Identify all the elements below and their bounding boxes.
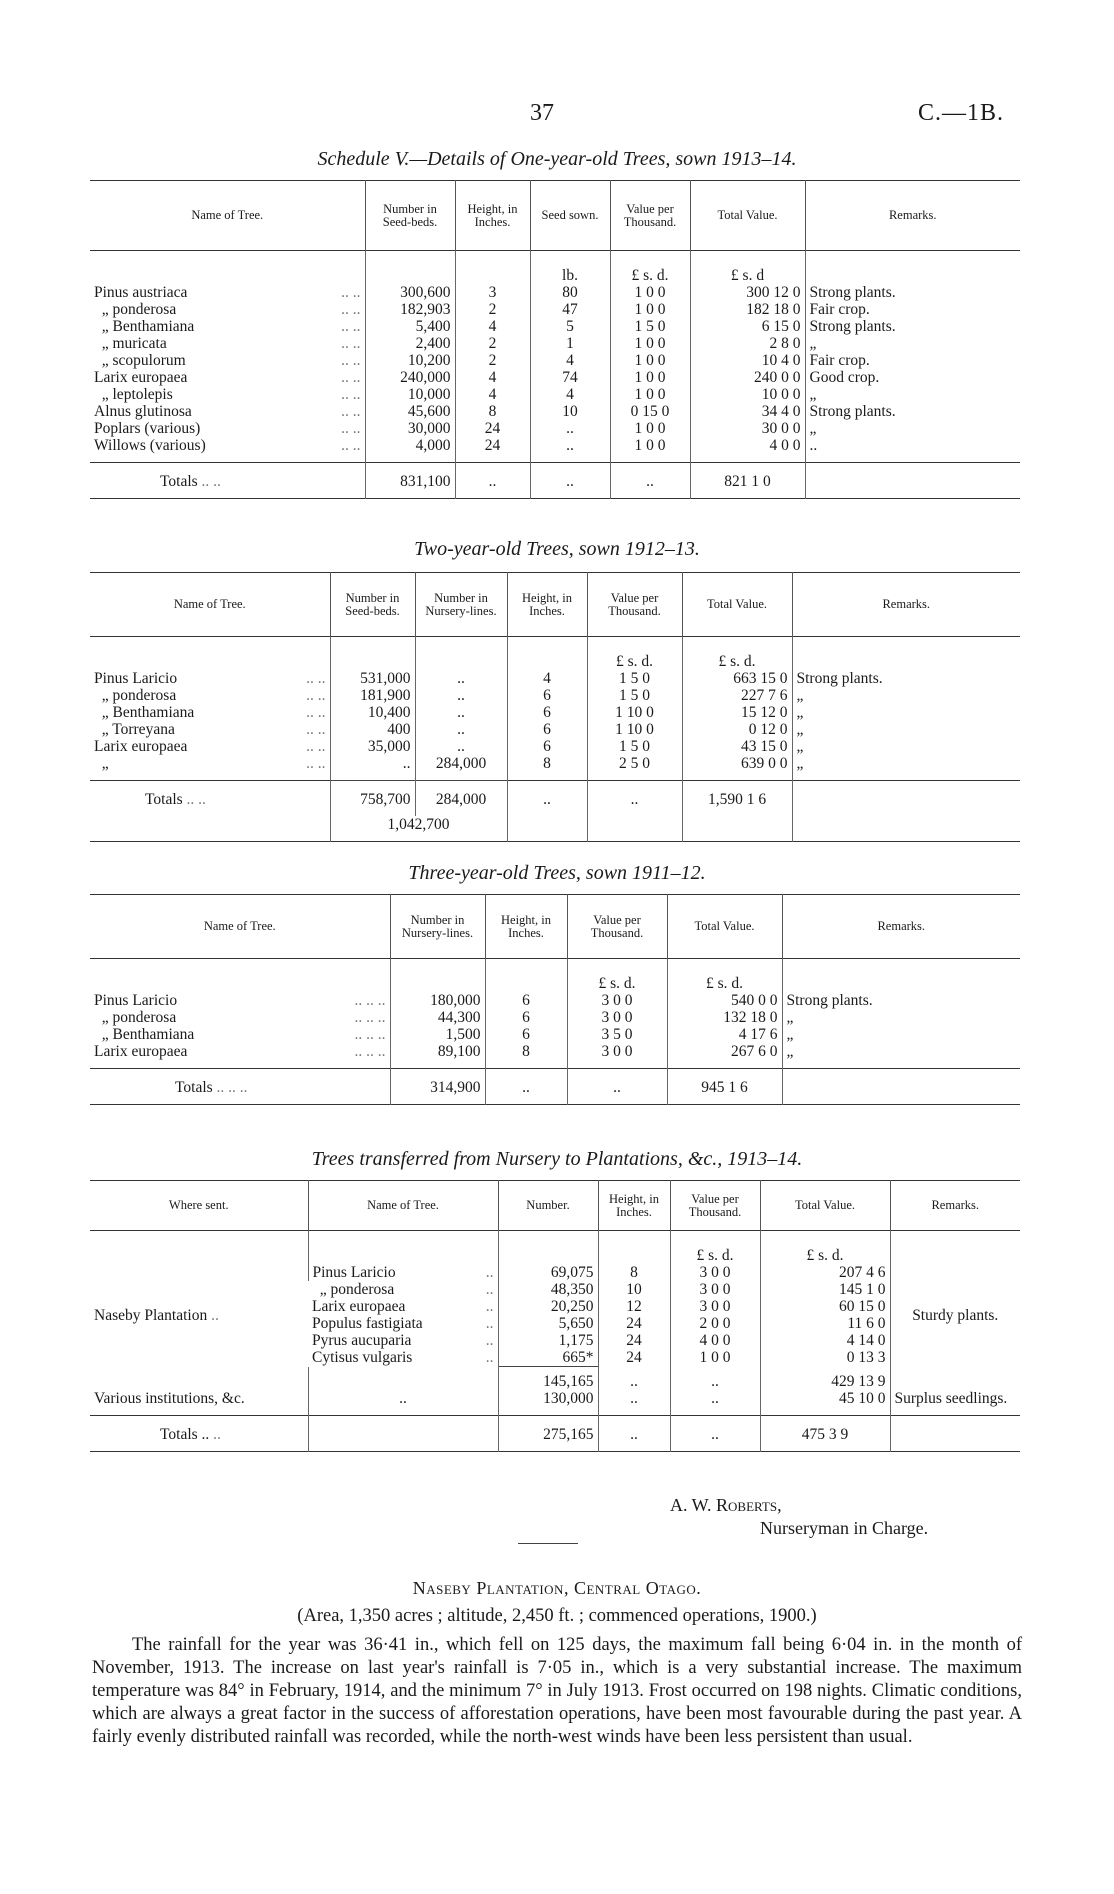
cell: 180,000 xyxy=(390,992,485,1009)
cell: 1 xyxy=(530,335,610,352)
col-header: Value per Thousand. xyxy=(587,573,682,637)
totals-label: Totals xyxy=(160,473,198,490)
cell: .. xyxy=(567,1069,667,1105)
table-row xyxy=(90,1390,1020,1416)
cell: 300 12 0 xyxy=(690,284,805,301)
col-header: Height, in Inches. xyxy=(507,573,587,637)
section-heading: Naseby Plantation, Central Otago. xyxy=(412,1578,702,1598)
cell: 44,300 xyxy=(390,1009,485,1026)
remarks-cell: „ xyxy=(792,704,1020,721)
cell: 43 15 0 xyxy=(682,738,792,755)
cell: .. xyxy=(598,1416,670,1452)
tree-name: Larix europaea .. .. xyxy=(94,369,361,386)
cell: 182 18 0 xyxy=(690,301,805,318)
totals-row: Totals .. .. 758,700 284,000 .. .. 1,590 1 6 xyxy=(90,781,1020,817)
schedule3-body xyxy=(90,959,1020,1069)
tree-name: „ ponderosa .. .. .. xyxy=(94,1009,386,1026)
col-header: Height, in Inches. xyxy=(598,1181,670,1231)
cell: 4 xyxy=(507,670,587,687)
schedule2-totals xyxy=(90,781,1020,842)
remarks-cell: Strong plants. xyxy=(805,284,1020,301)
cell: .. xyxy=(670,1416,760,1452)
page-number: 37 xyxy=(530,100,554,126)
cell: 284,000 xyxy=(415,781,507,817)
signature-title: Nurseryman in Charge. xyxy=(760,1518,929,1538)
cell: 6 xyxy=(507,721,587,738)
table-row xyxy=(90,386,1020,403)
section-paragraph: The rainfall for the year was 36·41 in., which fell on 125 days, the maximum fall being 6·04 in. in the month of November, 1913. The increase on last year's rainfall is 7·05 in., which is a very substantial increase. The maximum temperature was 84° in February, 1914, and the minimum 7° in July 1913. Frost occurred on 198 nights. Climatic conditions, which are always a great factor in the success of afforestation operations, have been most favourable during the past year. A fairly evenly distributed rainfall was recorded, while the north-west winds have been less persistent than usual. xyxy=(92,1635,1022,1747)
cell: 3 0 0 xyxy=(567,1009,667,1026)
schedule4-body xyxy=(90,1231,1020,1416)
tree-name: Pyrus aucuparia .. xyxy=(312,1332,494,1349)
cell: 429 13 9 xyxy=(760,1367,890,1391)
cell: 4 17 6 xyxy=(667,1026,782,1043)
cell: 10,000 xyxy=(365,386,455,403)
remarks-cell: „ xyxy=(805,335,1020,352)
tree-name: Pinus Laricio .. xyxy=(308,1264,498,1281)
remarks-cell: Strong plants. xyxy=(792,670,1020,687)
cell: .. xyxy=(598,1367,670,1391)
cell: 1 0 0 xyxy=(670,1349,760,1367)
cell: 34 4 0 xyxy=(690,403,805,420)
cell: 1 0 0 xyxy=(610,352,690,369)
cell: 4 0 0 xyxy=(670,1332,760,1349)
cell: 5,650 xyxy=(498,1315,598,1332)
cell: .. xyxy=(415,721,507,738)
cell: .. xyxy=(598,1390,670,1416)
col-header: Number in Nursery-lines. xyxy=(390,895,485,959)
cell: .. xyxy=(530,437,610,463)
col-header: Height, in Inches. xyxy=(485,895,567,959)
remarks-cell: „ xyxy=(782,1026,1020,1043)
col-header: Value per Thousand. xyxy=(567,895,667,959)
col-header: Number in Nursery-lines. xyxy=(415,573,507,637)
cell: 3 xyxy=(455,284,530,301)
schedule4-totals xyxy=(90,1416,1020,1452)
cell: 3 0 0 xyxy=(567,992,667,1009)
cell: 6 xyxy=(485,992,567,1009)
table-row xyxy=(90,721,1020,738)
table-row xyxy=(90,369,1020,386)
col-header: Total Value. xyxy=(760,1181,890,1231)
tree-name: „ ponderosa .. xyxy=(312,1281,494,1298)
cell: .. xyxy=(507,781,587,817)
table-row xyxy=(90,1043,1020,1069)
unit-label: £ s. d. xyxy=(667,959,782,993)
cell: 2 xyxy=(455,335,530,352)
table-row xyxy=(90,335,1020,352)
remarks-cell: Strong plants. xyxy=(805,403,1020,420)
cell: 1 5 0 xyxy=(587,670,682,687)
table-row xyxy=(90,755,1020,781)
schedule3-caption: Three-year-old Trees, sown 1911–12. xyxy=(408,862,706,884)
cell: 20,250 xyxy=(498,1298,598,1315)
col-header: Seed sown. xyxy=(530,181,610,251)
cell: 1 5 0 xyxy=(610,318,690,335)
cell: 10 xyxy=(530,403,610,420)
cell xyxy=(90,1367,308,1391)
cell: 4 xyxy=(530,386,610,403)
cell: .. xyxy=(485,1069,567,1105)
col-header: Total Value. xyxy=(682,573,792,637)
cell: .. xyxy=(530,463,610,499)
unit-label: £ s. d. xyxy=(587,637,682,671)
cell: 4 xyxy=(455,318,530,335)
cell: 132 18 0 xyxy=(667,1009,782,1026)
cell: 10 xyxy=(598,1281,670,1298)
unit-label: £ s. d. xyxy=(760,1231,890,1265)
cell: 4 xyxy=(530,352,610,369)
remarks-cell: Fair crop. xyxy=(805,301,1020,318)
cell: 8 xyxy=(598,1264,670,1281)
unit-label: £ s. d. xyxy=(682,637,792,671)
cell: 11 6 0 xyxy=(760,1315,890,1332)
units-row xyxy=(90,637,1020,671)
cell: 3 0 0 xyxy=(670,1264,760,1281)
table-row xyxy=(90,1264,1020,1281)
cell: .. xyxy=(455,463,530,499)
cell: .. xyxy=(670,1367,760,1391)
cell: .. xyxy=(415,704,507,721)
schedule2-body xyxy=(90,637,1020,781)
cell: .. xyxy=(415,738,507,755)
tree-name: Larix europaea .. .. .. xyxy=(94,1043,386,1060)
tree-name: Larix europaea .. .. xyxy=(94,738,326,755)
cell: 758,700 xyxy=(330,781,415,817)
cell: 2 8 0 xyxy=(690,335,805,352)
cell: 24 xyxy=(598,1349,670,1367)
cell: .. xyxy=(308,1390,498,1416)
tree-name: „ Torreyana .. .. xyxy=(94,721,326,738)
cell: 1 10 0 xyxy=(587,721,682,738)
cell: 1 10 0 xyxy=(587,704,682,721)
table-row xyxy=(90,437,1020,463)
table-row xyxy=(90,403,1020,420)
cell: 207 4 6 xyxy=(760,1264,890,1281)
units-row xyxy=(90,1231,1020,1265)
schedule1-caption: Schedule V.—Details of One-year-old Trees, sown 1913–14. xyxy=(317,148,797,170)
cell: 5 xyxy=(530,318,610,335)
cell: 1 5 0 xyxy=(587,738,682,755)
tree-name: „ muricata .. .. xyxy=(94,335,361,352)
cell: 6 xyxy=(485,1026,567,1043)
remarks-cell: „ xyxy=(792,721,1020,738)
tree-name: „ Benthamiana .. .. xyxy=(94,704,326,721)
cell: 1 0 0 xyxy=(610,386,690,403)
cell: .. xyxy=(415,687,507,704)
cell: 227 7 6 xyxy=(682,687,792,704)
cell: 6 xyxy=(507,738,587,755)
table-row xyxy=(90,704,1020,721)
col-header: Total Value. xyxy=(667,895,782,959)
cell: 639 0 0 xyxy=(682,755,792,781)
cell: 74 xyxy=(530,369,610,386)
tree-name: „ Benthamiana .. .. .. xyxy=(94,1026,386,1043)
schedule3-table xyxy=(90,894,1020,1105)
cell: 0 13 3 xyxy=(760,1349,890,1367)
cell: 267 6 0 xyxy=(667,1043,782,1069)
col-header: Remarks. xyxy=(792,573,1020,637)
cell: 400 xyxy=(330,721,415,738)
cell: .. xyxy=(530,420,610,437)
cell: 1,590 1 6 xyxy=(682,781,792,817)
cell: 24 xyxy=(598,1315,670,1332)
unit-label: lb. xyxy=(530,251,610,285)
cell: 665* xyxy=(498,1349,598,1367)
cell: 6 15 0 xyxy=(690,318,805,335)
totals-row: Totals .. .. .. 314,900 .. .. 945 1 6 xyxy=(90,1069,1020,1105)
cell: 1 0 0 xyxy=(610,301,690,318)
cell: 1 0 0 xyxy=(610,369,690,386)
section-subheading: (Area, 1,350 acres ; altitude, 2,450 ft. ; commenced operations, 1900.) xyxy=(297,1606,817,1626)
unit-label: £ s. d. xyxy=(567,959,667,993)
totals-label: Totals xyxy=(175,1079,213,1096)
totals-row: Totals .. .. 275,165 .. .. 475 3 9 xyxy=(90,1416,1020,1452)
cell: 663 15 0 xyxy=(682,670,792,687)
cell: .. xyxy=(587,781,682,817)
unit-label: £ s. d. xyxy=(670,1231,760,1265)
cell: 30 0 0 xyxy=(690,420,805,437)
remarks-cell: „ xyxy=(792,687,1020,704)
tree-name: „ ponderosa .. .. xyxy=(94,301,361,318)
cell: 2 5 0 xyxy=(587,755,682,781)
units-row xyxy=(90,959,1020,993)
cell: 3 0 0 xyxy=(670,1281,760,1298)
unit-label: £ s. d xyxy=(690,251,805,285)
cell: 2 xyxy=(455,301,530,318)
schedule1-body xyxy=(90,251,1020,463)
cell: 1,500 xyxy=(390,1026,485,1043)
totals-label: Totals .. xyxy=(160,1426,210,1443)
cell: 475 3 9 xyxy=(760,1416,890,1452)
schedule1-table xyxy=(90,180,1020,499)
table-row xyxy=(90,738,1020,755)
cell: 1 0 0 xyxy=(610,437,690,463)
cell: 1 0 0 xyxy=(610,420,690,437)
cell: 24 xyxy=(455,420,530,437)
cell: 3 0 0 xyxy=(670,1298,760,1315)
schedule2-caption: Two-year-old Trees, sown 1912–13. xyxy=(414,538,700,560)
col-header: Name of Tree. xyxy=(203,919,276,933)
table-row xyxy=(90,318,1020,335)
remarks-cell: „ xyxy=(782,1009,1020,1026)
remarks-cell: Sturdy plants. xyxy=(890,1264,1020,1367)
remarks-cell: „ xyxy=(792,755,1020,781)
tree-name: Alnus glutinosa .. .. xyxy=(94,403,361,420)
col-header: Total Value. xyxy=(690,181,805,251)
cell: 300,600 xyxy=(365,284,455,301)
totals-row: Totals .. .. 831,100 .. .. .. 821 1 0 xyxy=(90,463,1020,499)
cell: 540 0 0 xyxy=(667,992,782,1009)
cell: 182,903 xyxy=(365,301,455,318)
tree-name: „ .. .. xyxy=(94,755,326,772)
tree-name: Cytisus vulgaris .. xyxy=(312,1349,494,1366)
schedule2-table xyxy=(90,572,1020,842)
where-sent: Naseby Plantation .. xyxy=(94,1306,219,1324)
col-header: Height, in Inches. xyxy=(455,181,530,251)
cell: 2 xyxy=(455,352,530,369)
cell: 145,165 xyxy=(498,1367,598,1391)
cell: 15 12 0 xyxy=(682,704,792,721)
schedule4-caption: Trees transferred from Nursery to Plantations, &c., 1913–14. xyxy=(311,1148,803,1170)
cell: 10,200 xyxy=(365,352,455,369)
col-header: Number in Seed-beds. xyxy=(365,181,455,251)
cell: 821 1 0 xyxy=(690,463,805,499)
table-row xyxy=(90,670,1020,687)
remarks-cell: Strong plants. xyxy=(782,992,1020,1009)
cell: 8 xyxy=(455,403,530,420)
col-header: Remarks. xyxy=(890,1181,1020,1231)
cell: 47 xyxy=(530,301,610,318)
units-row xyxy=(90,251,1020,285)
table-row xyxy=(90,1009,1020,1026)
cell: 24 xyxy=(455,437,530,463)
where-sent: Various institutions, &c. xyxy=(94,1390,245,1407)
remarks-cell: Surplus seedlings. xyxy=(890,1390,1020,1416)
cell: 3 0 0 xyxy=(567,1043,667,1069)
remarks-cell: „ xyxy=(805,386,1020,403)
cell: 45,600 xyxy=(365,403,455,420)
subtotal-row xyxy=(90,1367,1020,1391)
col-header: Name of Tree. xyxy=(191,208,264,222)
cell: 531,000 xyxy=(330,670,415,687)
cell: .. xyxy=(670,1390,760,1416)
remarks-cell: Fair crop. xyxy=(805,352,1020,369)
col-header: Number. xyxy=(498,1181,598,1231)
cell: 24 xyxy=(598,1332,670,1349)
cell: 1 0 0 xyxy=(610,284,690,301)
col-header: Value per Thousand. xyxy=(610,181,690,251)
tree-name: Poplars (various) .. .. xyxy=(94,420,361,437)
tree-name: Willows (various) .. .. xyxy=(94,437,361,454)
cell xyxy=(308,1367,498,1391)
cell: 275,165 xyxy=(498,1416,598,1452)
cell: 6 xyxy=(507,704,587,721)
signature-name: A. W. Roberts, xyxy=(670,1495,782,1515)
tree-name: Populus fastigiata .. xyxy=(312,1315,494,1332)
divider xyxy=(518,1543,578,1544)
table-row xyxy=(90,301,1020,318)
col-header: Name of Tree. xyxy=(308,1181,498,1231)
cell: 45 10 0 xyxy=(760,1390,890,1416)
remarks-cell: Good crop. xyxy=(805,369,1020,386)
cell: 4 xyxy=(455,369,530,386)
cell: 145 1 0 xyxy=(760,1281,890,1298)
cell: 831,100 xyxy=(365,463,455,499)
document-reference: C.—1B. xyxy=(918,100,1005,126)
cell: 8 xyxy=(485,1043,567,1069)
schedule1-totals xyxy=(90,463,1020,499)
cell: 1 5 0 xyxy=(587,687,682,704)
tree-name: „ scopulorum .. .. xyxy=(94,352,361,369)
cell: 6 xyxy=(485,1009,567,1026)
schedule4-table xyxy=(90,1180,1020,1452)
cell: 69,075 xyxy=(498,1264,598,1281)
cell: 2 0 0 xyxy=(670,1315,760,1332)
schedule3-totals xyxy=(90,1069,1020,1105)
cell: 130,000 xyxy=(498,1390,598,1416)
cell: 35,000 xyxy=(330,738,415,755)
table-row xyxy=(90,284,1020,301)
cell: 1,175 xyxy=(498,1332,598,1349)
tree-name: „ Benthamiana .. .. xyxy=(94,318,361,335)
cell: 0 15 0 xyxy=(610,403,690,420)
tree-name: Larix europaea .. xyxy=(312,1298,494,1315)
remarks-cell: „ xyxy=(792,738,1020,755)
cell: 80 xyxy=(530,284,610,301)
tree-name: „ leptolepis .. .. xyxy=(94,386,361,403)
col-header: Where sent. xyxy=(168,1198,229,1212)
cell: 4,000 xyxy=(365,437,455,463)
cell: .. xyxy=(415,670,507,687)
cell: 0 12 0 xyxy=(682,721,792,738)
cell: 945 1 6 xyxy=(667,1069,782,1105)
cell: 6 xyxy=(507,687,587,704)
cell: 48,350 xyxy=(498,1281,598,1298)
unit-label: £ s. d. xyxy=(610,251,690,285)
table-row xyxy=(90,687,1020,704)
cell: 10 0 0 xyxy=(690,386,805,403)
combined-total: 1,042,700 xyxy=(330,816,507,842)
tree-name: Pinus Laricio .. .. xyxy=(94,670,326,687)
cell xyxy=(890,1367,1020,1391)
cell: 4 0 0 xyxy=(690,437,805,463)
tree-name: Pinus Laricio .. .. .. xyxy=(94,992,386,1009)
cell: 3 5 0 xyxy=(567,1026,667,1043)
cell: 10,400 xyxy=(330,704,415,721)
cell: 181,900 xyxy=(330,687,415,704)
cell: 2,400 xyxy=(365,335,455,352)
tree-name: „ ponderosa .. .. xyxy=(94,687,326,704)
cell: 10 4 0 xyxy=(690,352,805,369)
col-header: Value per Thousand. xyxy=(670,1181,760,1231)
cell: 60 15 0 xyxy=(760,1298,890,1315)
cell: 4 xyxy=(455,386,530,403)
cell: 284,000 xyxy=(415,755,507,781)
col-header: Remarks. xyxy=(782,895,1020,959)
cell: .. xyxy=(330,755,415,781)
table-row xyxy=(90,992,1020,1009)
tree-name: Pinus austriaca .. .. xyxy=(94,284,361,301)
cell: 12 xyxy=(598,1298,670,1315)
remarks-cell: „ xyxy=(805,420,1020,437)
cell: 30,000 xyxy=(365,420,455,437)
cell: 240 0 0 xyxy=(690,369,805,386)
remarks-cell: .. xyxy=(805,437,1020,463)
cell: 89,100 xyxy=(390,1043,485,1069)
cell: .. xyxy=(610,463,690,499)
cell: 1 0 0 xyxy=(610,335,690,352)
cell: 240,000 xyxy=(365,369,455,386)
totals-label: Totals xyxy=(145,791,183,808)
remarks-cell: Strong plants. xyxy=(805,318,1020,335)
table-row xyxy=(90,352,1020,369)
table-row xyxy=(90,1026,1020,1043)
cell: 4 14 0 xyxy=(760,1332,890,1349)
table-row xyxy=(90,420,1020,437)
cell: 8 xyxy=(507,755,587,781)
cell: 314,900 xyxy=(390,1069,485,1105)
combined-total-row xyxy=(90,816,1020,842)
col-header: Number in Seed-beds. xyxy=(330,573,415,637)
col-header: Name of Tree. xyxy=(173,597,246,611)
remarks-cell: „ xyxy=(782,1043,1020,1069)
cell: 5,400 xyxy=(365,318,455,335)
col-header: Remarks. xyxy=(805,181,1020,251)
